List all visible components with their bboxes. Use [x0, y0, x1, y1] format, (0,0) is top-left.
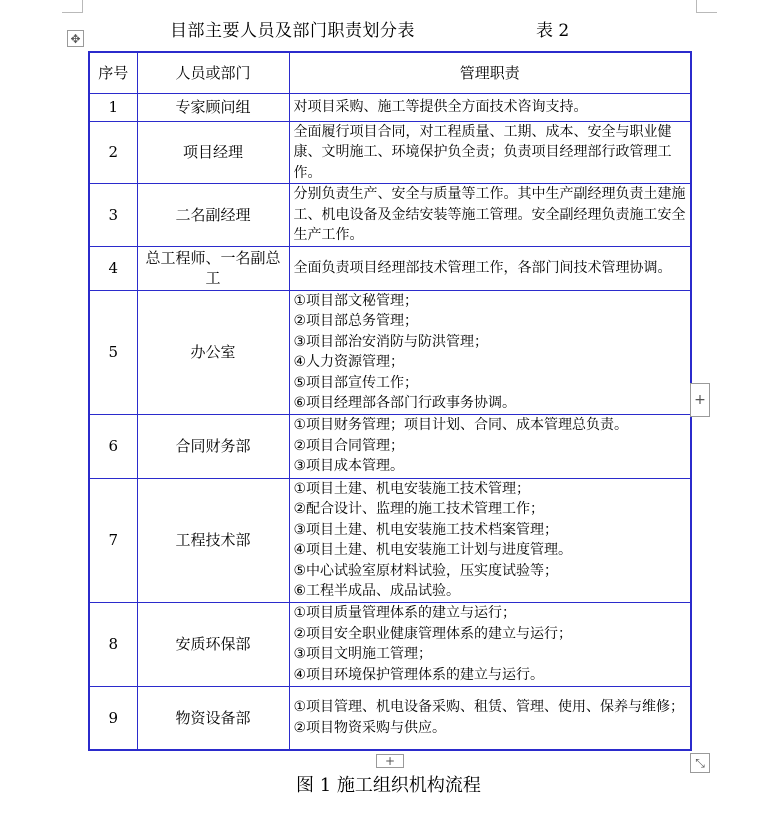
responsibility-line: ③项目文明施工管理； — [293, 646, 433, 662]
row-responsibilities — [289, 290, 691, 414]
row-person-or-department: 总工程师、一名副总工 — [137, 246, 289, 290]
responsibility-line: 全面负责项目经理部技术管理工作，各部门间技术管理协调。 — [293, 259, 672, 276]
add-column-button[interactable]: + — [690, 383, 710, 417]
header-responsibilities: 管理职责 — [289, 52, 691, 93]
row-person-or-department: 安质环保部 — [137, 602, 289, 686]
row-index: 8 — [89, 602, 137, 686]
table-row — [89, 184, 691, 247]
header-person-or-department: 人员或部门 — [137, 52, 289, 93]
responsibility-line: ③项目成本管理。 — [293, 458, 405, 475]
table-row — [89, 686, 691, 750]
add-row-button[interactable]: + — [376, 754, 404, 768]
row-index: 7 — [89, 478, 137, 602]
row-person-or-department: 办公室 — [137, 290, 289, 414]
responsibility-line: ⑥工程半成品、成品试验。 — [293, 583, 461, 599]
row-person-or-department: 合同财务部 — [137, 414, 289, 478]
responsibility-line: ④项目土建、机电安装施工计划与进度管理。 — [293, 542, 573, 558]
table-row — [89, 290, 691, 414]
responsibility-line: ①项目质量管理体系的建立与运行； — [293, 605, 517, 621]
responsibility-line: ⑥项目经理部各部门行政事务协调。 — [293, 395, 517, 411]
row-responsibilities — [289, 478, 691, 602]
responsibility-line: ②项目安全职业健康管理体系的建立与运行； — [293, 625, 573, 642]
header-index: 序号 — [89, 52, 137, 93]
responsibility-line: ③项目部治安消防与防洪管理； — [293, 333, 489, 350]
table-resize-icon[interactable]: ⤡ — [690, 753, 710, 773]
row-responsibilities — [289, 602, 691, 686]
responsibility-line: ④人力资源管理； — [293, 354, 405, 370]
table-tag: 表 2 — [536, 21, 570, 41]
table-move-icon[interactable]: ✥ — [67, 30, 84, 47]
row-responsibilities — [289, 121, 691, 184]
responsibility-line: 全面履行项目合同，对工程质量、工期、成本、安全与职业健康、文明施工、环境保护负全责；负责项目经理部行政管理工作。 — [293, 123, 672, 181]
row-index: 3 — [89, 184, 137, 247]
row-responsibilities — [289, 414, 691, 478]
row-person-or-department: 物资设备部 — [137, 686, 289, 750]
row-index: 4 — [89, 246, 137, 290]
responsibility-line: ③项目土建、机电安装施工技术档案管理； — [293, 521, 559, 538]
responsibility-line: 对项目采购、施工等提供全方面技术咨询支持。 — [293, 98, 588, 115]
responsibility-line: ②项目部总务管理； — [293, 313, 419, 329]
figure-caption: 图 1 施工组织机构流程 — [296, 775, 481, 796]
row-index: 2 — [89, 121, 137, 184]
responsibility-line: ②项目物资采购与供应。 — [293, 719, 447, 736]
row-responsibilities — [289, 93, 691, 121]
responsibility-line: ⑤项目部宣传工作； — [293, 374, 419, 391]
responsibility-line: ⑤中心试验室原材料试验，压实度试验等； — [293, 562, 559, 579]
row-responsibilities — [289, 686, 691, 750]
page-margin-corner-left — [62, 0, 83, 13]
row-responsibilities — [289, 184, 691, 247]
responsibility-line: ②项目合同管理； — [293, 437, 405, 454]
responsibility-line: ④项目环境保护管理体系的建立与运行。 — [293, 666, 545, 683]
responsibility-line: ①项目部文秘管理； — [293, 292, 419, 309]
row-person-or-department: 专家顾问组 — [137, 93, 289, 121]
responsibility-table — [88, 51, 692, 751]
responsibility-line: ①项目财务管理；项目计划、合同、成本管理总负责。 — [293, 417, 629, 434]
table-row — [89, 121, 691, 184]
responsibility-line: ①项目土建、机电安装施工技术管理； — [293, 480, 531, 497]
row-index: 9 — [89, 686, 137, 750]
table-row — [89, 246, 691, 290]
table-row — [89, 602, 691, 686]
table-row — [89, 93, 691, 121]
row-person-or-department: 二名副经理 — [137, 184, 289, 247]
document-title: 目部主要人员及部门职责划分表 — [170, 21, 415, 41]
table-header-row — [89, 52, 691, 93]
row-index: 5 — [89, 290, 137, 414]
responsibility-line: 分别负责生产、安全与质量等工作。其中生产副经理负责土建施工、机电设备及金结安装等施工管理。安全副经理负责施工安全生产工作。 — [293, 186, 686, 243]
row-index: 6 — [89, 414, 137, 478]
row-index: 1 — [89, 93, 137, 121]
responsibility-line: ①项目管理、机电设备采购、租赁、管理、使用、保养与维修； — [293, 699, 685, 716]
responsibility-line: ②配合设计、监理的施工技术管理工作； — [293, 501, 545, 517]
row-responsibilities — [289, 246, 691, 290]
table-row — [89, 414, 691, 478]
page-margin-corner-right — [696, 0, 717, 13]
table-row — [89, 478, 691, 602]
row-person-or-department: 项目经理 — [137, 121, 289, 184]
row-person-or-department: 工程技术部 — [137, 478, 289, 602]
